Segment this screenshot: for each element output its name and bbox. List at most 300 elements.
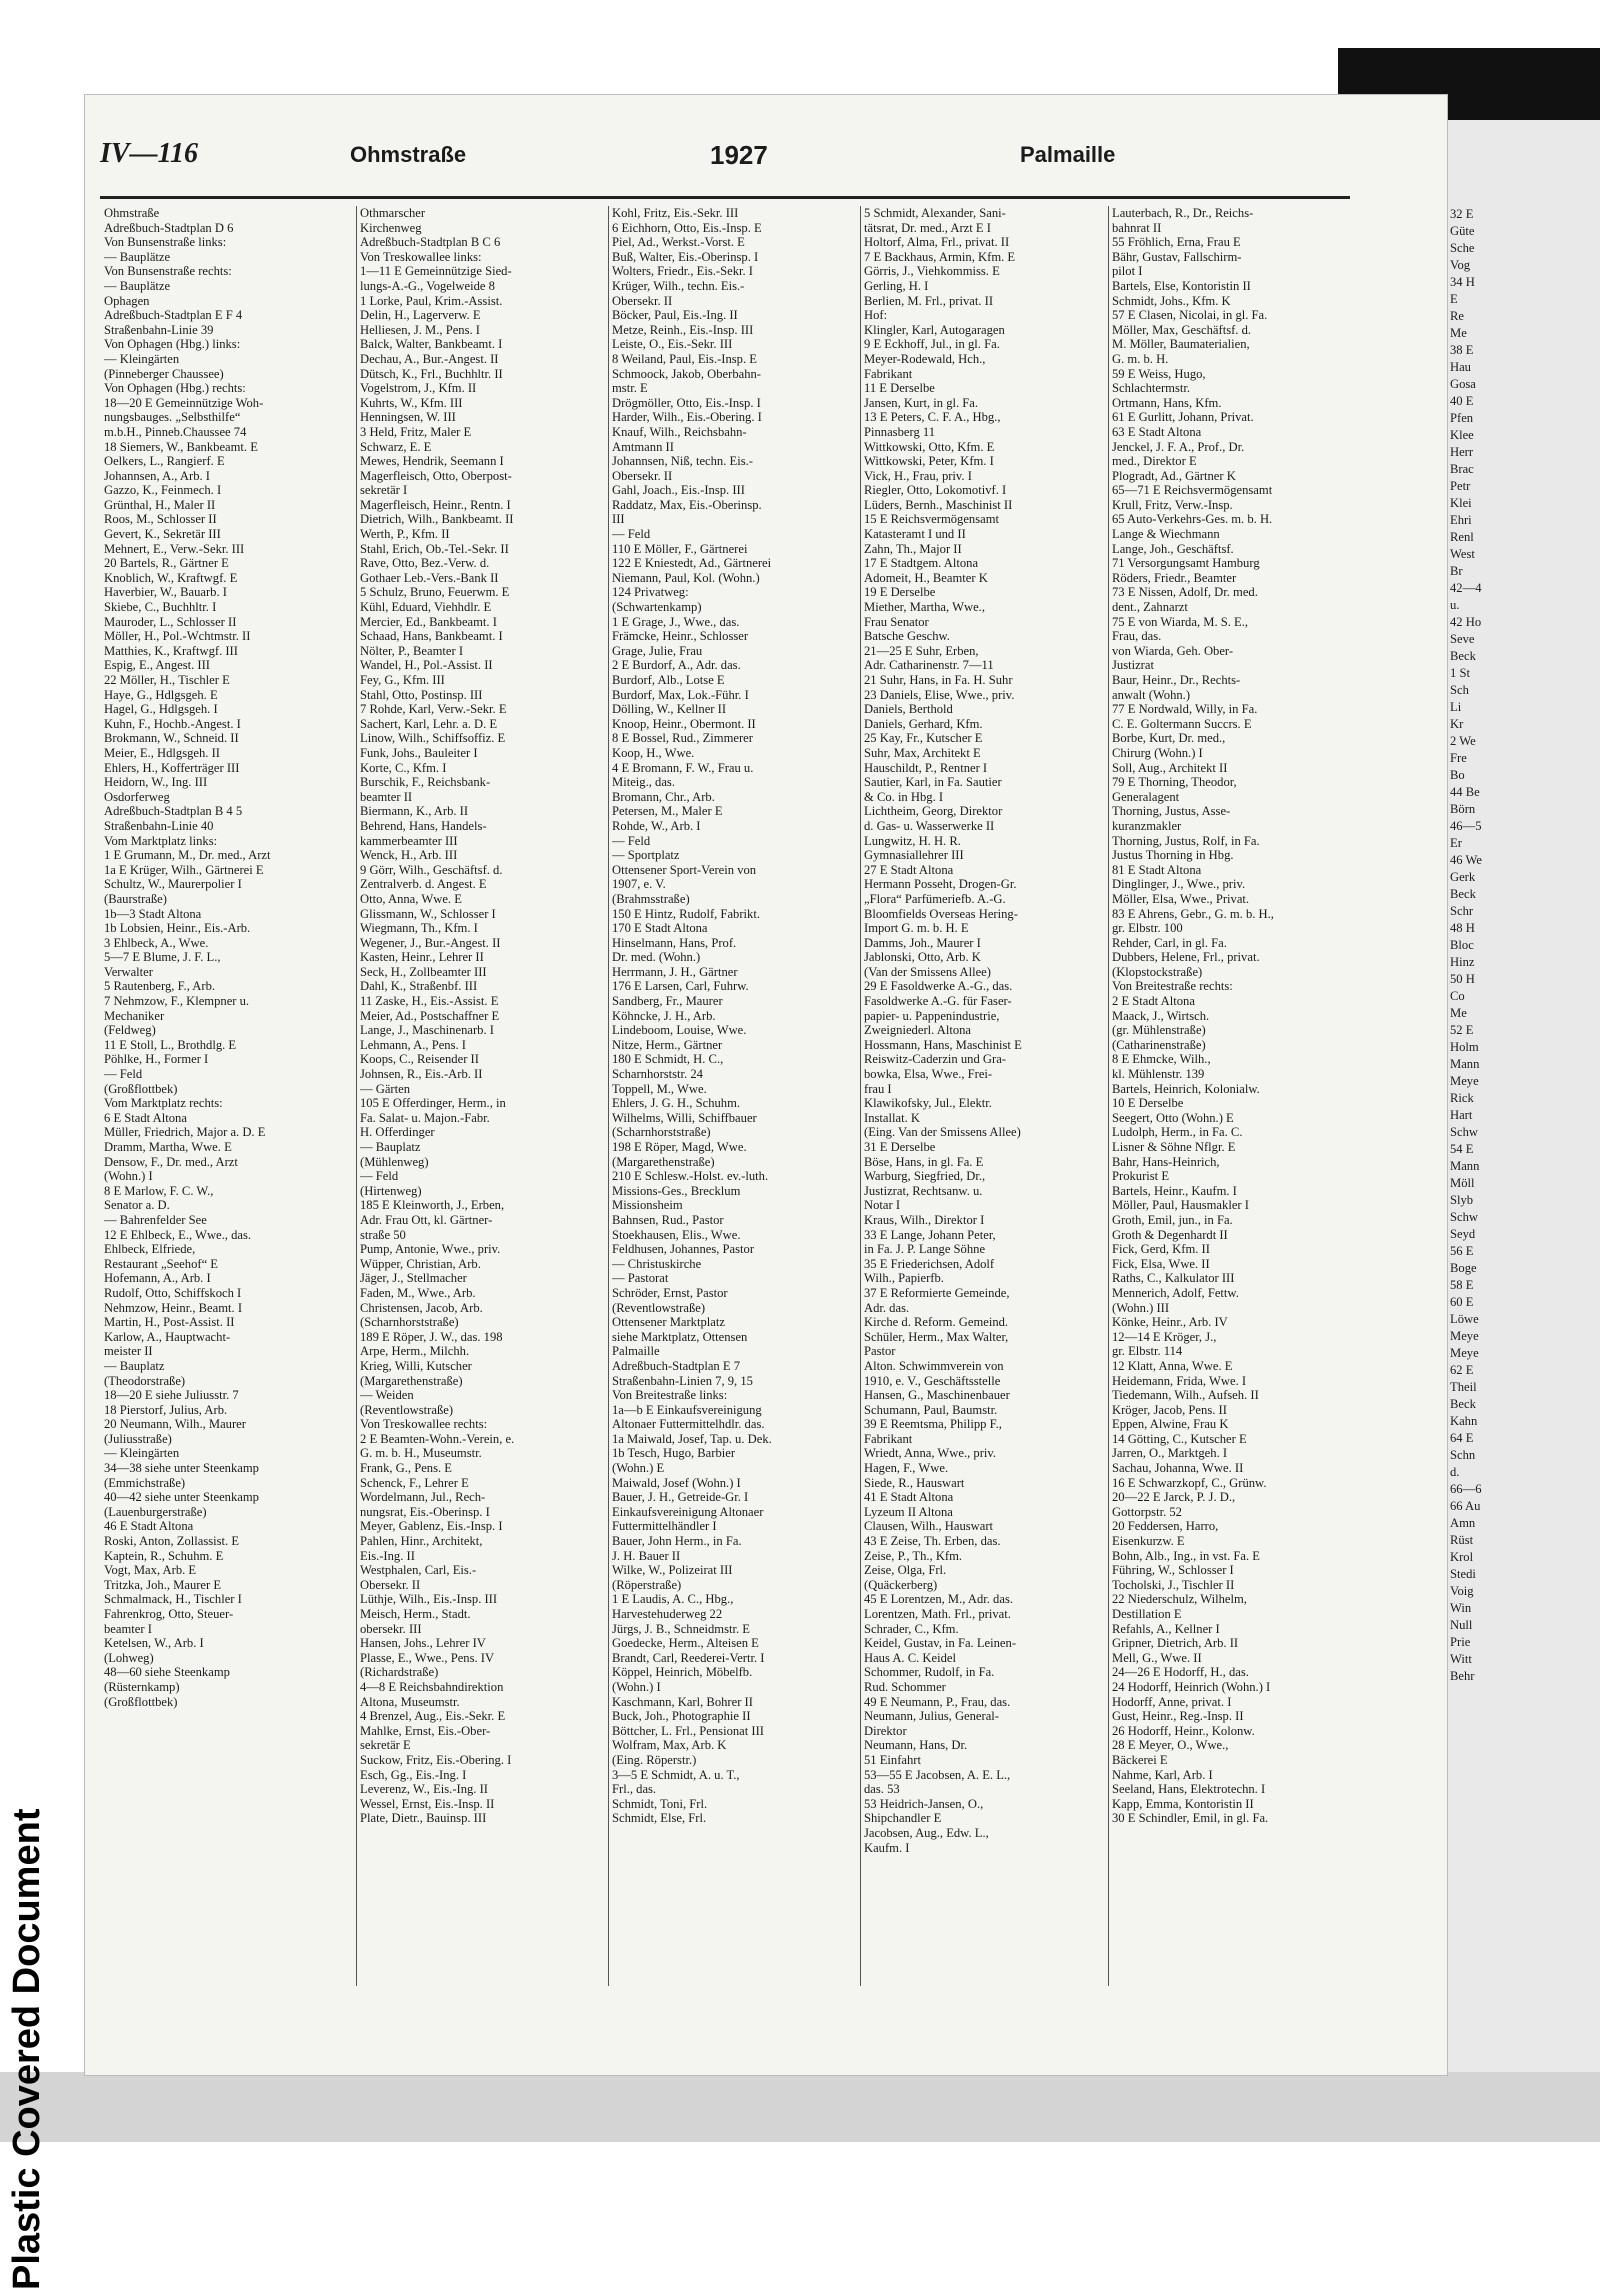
directory-line: Meyer-Rodewald, Hch., [864,351,986,366]
directory-line: Sandberg, Fr., Maurer [612,994,723,1009]
directory-line: (Mühlenweg) [360,1154,429,1169]
directory-line: Obersekr. II [360,1577,421,1592]
header-rule [100,196,1350,199]
directory-line: Seegert, Otto (Wohn.) E [1112,1110,1234,1125]
directory-line: Fahrenkrog, Otto, Steuer- [104,1607,234,1621]
directory-line: Leverenz, W., Eis.-Ing. II [360,1782,488,1797]
directory-line: (Margarethenstraße) [612,1154,715,1169]
directory-line: 20 Bartels, R., Gärtner E [104,556,229,571]
directory-line: Vick, H., Frau, priv. I [864,468,972,483]
directory-line: Wordelmann, Jul., Rech- [360,1490,486,1505]
directory-line: Hauschildt, P., Rentner I [864,760,988,775]
edge-line: 38 E [1450,343,1474,357]
edge-line: Voig [1450,1584,1474,1598]
directory-line: Koops, C., Reisender II [360,1052,479,1067]
directory-line: 5 Schulz, Bruno, Feuerwm. E [360,585,510,600]
directory-line: (Großflottbek) [104,1081,178,1096]
directory-line: Schumann, Paul, Baumstr. [864,1402,998,1417]
directory-line: Amtmann II [612,439,674,454]
edge-line: Klee [1450,428,1474,442]
edge-line: Me [1450,1006,1467,1020]
directory-line: 13 E Peters, C. F. A., Hbg., [864,410,1001,425]
directory-line: Von Treskowallee links: [360,249,482,264]
directory-line: 8 E Marlow, F. C. W., [104,1183,214,1198]
directory-line: Jenckel, J. F. A., Prof., Dr. [1112,439,1245,454]
directory-line: Stoekhausen, Elis., Wwe. [612,1227,741,1242]
edge-line: 48 H [1450,921,1475,935]
directory-line: Lange & Wiechmann [1112,527,1220,542]
directory-line: Kuhn, F., Hochb.-Angest. I [104,716,241,731]
directory-line: Mewes, Hendrik, Seemann I [360,454,504,469]
directory-line: Damms, Joh., Maurer I [864,935,981,950]
directory-line: Dölling, W., Kellner II [612,702,727,717]
directory-line: 22 Möller, H., Tischler E [104,673,230,687]
directory-line: Raths, C., Kalkulator III [1112,1271,1235,1286]
directory-line: (Wohn.) I [612,1679,661,1694]
directory-line: Schommer, Rudolf, in Fa. [864,1665,995,1680]
directory-line: Haverbier, W., Bauarb. I [104,585,227,600]
directory-line: 1a E Krüger, Wilh., Gärtnerei E [104,862,264,877]
directory-line: dent., Zahnarzt [1112,600,1188,615]
directory-line: Schüler, Herm., Max Walter, [864,1329,1009,1344]
directory-line: (Wohn.) I [104,1169,153,1184]
directory-line: Dütsch, K., Frl., Buchhltr. II [360,366,503,381]
directory-line: 6 E Stadt Altona [104,1110,187,1125]
directory-line: Adr. Frau Ott, kl. Gärtner- [360,1212,493,1227]
directory-line: 48—60 siehe Steenkamp [104,1665,230,1680]
edge-line: Br [1450,564,1463,578]
directory-line: kl. Mühlenstr. 139 [1112,1067,1205,1082]
directory-line: Nölter, P., Beamter I [360,643,464,658]
directory-line: Wittkowski, Otto, Kfm. E [864,439,995,454]
directory-line: Oelkers, L., Rangierf. E [104,454,225,469]
directory-line: 198 E Röper, Magd, Wwe. [612,1140,747,1154]
directory-line: 9 Görr, Wilh., Geschäftsf. d. [360,862,503,877]
directory-line: Lisner & Söhne Nflgr. E [1112,1140,1236,1154]
directory-line: Groth, Emil, jun., in Fa. [1112,1212,1233,1227]
edge-line: Herr [1450,445,1474,459]
directory-line: pilot I [1112,264,1143,279]
directory-line: Bartels, Else, Kontoristin II [1112,278,1251,293]
directory-line: papier- u. Pappenindustrie, [864,1008,1000,1023]
directory-line: Pastor [864,1344,896,1359]
directory-line: Hossmann, Hans, Maschinist E [864,1037,1022,1052]
directory-line: Mennerich, Adolf, Fettw. [1112,1285,1239,1300]
directory-line: Faden, M., Wwe., Arb. [360,1285,476,1300]
directory-line: Gust, Heinr., Reg.-Insp. II [1112,1709,1244,1724]
directory-line: Balck, Walter, Bankbeamt. I [360,337,503,352]
directory-line: Straßenbahn-Linie 39 [104,322,214,337]
directory-line: Lungwitz, H. H. R. [864,833,961,848]
edge-line: Schn [1450,1448,1476,1462]
edge-line: Gerk [1450,870,1476,884]
directory-line: 9 E Eckhoff, Jul., in gl. Fa. [864,337,1000,352]
directory-line: Ottensener Marktplatz [612,1315,725,1330]
directory-line: Skiebe, C., Buchhltr. I [104,600,217,615]
edge-line: Schr [1450,904,1474,918]
directory-line: Schmidt, Else, Frl. [612,1811,707,1826]
edge-line: 42—4 [1450,581,1482,595]
directory-line: Lichtheim, Georg, Direktor [864,804,1003,819]
directory-line: Missionsheim [612,1198,683,1213]
directory-line: Lüders, Bernh., Maschinist II [864,497,1013,512]
directory-line: 6 Eichhorn, Otto, Eis.-Insp. E [612,220,762,235]
directory-line: Nehmzow, Heinr., Beamt. I [104,1300,243,1315]
directory-line: 1b Tesch, Hugo, Barbier [612,1446,736,1461]
directory-line: Miether, Martha, Wwe., [864,600,985,615]
directory-line: kuranzmakler [1112,818,1182,833]
directory-line: J. H. Bauer II [612,1548,681,1563]
directory-line: 30 E Schindler, Emil, in gl. Fa. [1112,1811,1269,1826]
directory-line: Roski, Anton, Zollassist. E [104,1534,240,1549]
directory-line: Ohmstraße [104,206,160,220]
edge-line: 62 E [1450,1363,1474,1377]
directory-line: Katasteramt I und II [864,527,966,542]
directory-line: Nitze, Herm., Gärtner [612,1037,723,1052]
directory-line: Hofemann, A., Arb. I [104,1271,211,1286]
edge-line: Holm [1450,1040,1479,1054]
directory-line: Batsche Geschw. [864,629,950,644]
directory-line: Heidorn, W., Ing. III [104,775,208,790]
edge-line: Brac [1450,462,1474,476]
directory-line: Bromann, Chr., Arb. [612,789,715,804]
edge-line: Pfen [1450,411,1474,425]
directory-line: (Juliusstraße) [104,1431,172,1446]
edge-line: 58 E [1450,1278,1474,1292]
directory-line: Missions-Ges., Brecklum [612,1183,741,1198]
directory-line: Behrend, Hans, Handels- [360,818,487,833]
directory-line: 55 Fröhlich, Erna, Frau E [1112,235,1241,250]
edge-line: Slyb [1450,1193,1474,1207]
directory-line: Prokurist E [1112,1169,1170,1184]
directory-line: Bäckerei E [1112,1752,1168,1767]
directory-line: 73 E Nissen, Adolf, Dr. med. [1112,585,1258,600]
directory-line: Drögmöller, Otto, Eis.-Insp. I [612,395,761,410]
edge-line: Boge [1450,1261,1477,1275]
directory-line: Plate, Dietr., Bauinsp. III [360,1811,487,1826]
directory-line: 57 E Clasen, Nicolai, in gl. Fa. [1112,308,1268,323]
directory-line: 43 E Zeise, Th. Erben, das. [864,1534,1001,1549]
directory-line: Kapp, Emma, Kontoristin II [1112,1796,1254,1811]
directory-line: (Margarethenstraße) [360,1373,463,1388]
directory-line: Brandt, Carl, Reederei-Vertr. I [612,1650,765,1665]
directory-line: 1907, e. V. [612,877,666,892]
directory-line: 124 Privatweg: [612,585,689,600]
directory-line: Matthies, K., Kraftwgf. III [104,643,238,658]
directory-line: Bauer, John Herm., in Fa. [612,1534,742,1549]
edge-line: Theil [1450,1380,1477,1394]
directory-line: Dubbers, Helene, Frl., privat. [1112,950,1260,965]
directory-line: Esch, Gg., Eis.-Ing. I [360,1767,467,1782]
directory-line: Haus A. C. Keidel [864,1650,956,1665]
directory-line: Främcke, Heinr., Schlosser [612,629,749,644]
directory-line: Wessel, Ernst, Eis.-Insp. II [360,1796,495,1811]
edge-line: Er [1450,836,1462,850]
directory-line: Gothaer Leb.-Vers.-Bank II [360,570,499,585]
directory-line: 3 Ehlbeck, A., Wwe. [104,935,209,950]
directory-line: Kirche d. Reform. Gemeind. [864,1315,1009,1330]
directory-line: Wenck, H., Arb. III [360,848,458,863]
edge-line: 56 E [1450,1244,1474,1258]
directory-line: Hansen, G., Maschinenbauer [864,1388,1010,1403]
edge-line: Ehri [1450,513,1472,527]
edge-line: Renl [1450,530,1474,544]
directory-line: Wegener, J., Bur.-Angest. II [360,935,501,950]
directory-line: Gevert, K., Sekretär III [104,527,221,542]
directory-line: Werth, P., Kfm. II [360,527,450,542]
edge-line: Börn [1450,802,1476,816]
directory-line: 210 E Schlesw.-Holst. ev.-luth. [612,1169,769,1184]
directory-column-1 [104,206,340,1986]
directory-line: Könke, Heinr., Arb. IV [1112,1315,1228,1330]
directory-line: 18—20 E Gemeinnützige Woh- [104,395,264,410]
directory-line: Jürgs, J. B., Schneidmstr. E [612,1621,750,1636]
header-year: 1927 [710,140,768,170]
directory-line: Vogt, Max, Arb. E [104,1563,197,1578]
directory-line: — Feld [612,833,651,848]
directory-line: Thorning, Justus, Rolf, in Fa. [1112,833,1260,848]
directory-line: 81 E Stadt Altona [1112,862,1202,877]
directory-line: Lange, J., Maschinenarb. I [360,1023,494,1038]
edge-line: Sche [1450,241,1475,255]
directory-line: (Emmichstraße) [104,1475,186,1490]
directory-line: Dietrich, Wilh., Bankbeamt. II [360,512,514,527]
edge-line: Hart [1450,1108,1473,1122]
directory-line: Von Breitestraße rechts: [1112,979,1233,994]
directory-line: Stahl, Otto, Postinsp. III [360,687,483,702]
directory-line: Ehlers, H., Kofferträger III [104,760,240,775]
directory-line: Neumann, Julius, General- [864,1709,999,1724]
directory-line: 61 E Gurlitt, Johann, Privat. [1112,410,1254,425]
directory-line: 12 Klatt, Anna, Wwe. E [1112,1358,1233,1373]
directory-line: Chirurg (Wohn.) I [1112,745,1203,760]
directory-line: in Fa. J. P. Lange Söhne [864,1242,986,1257]
directory-line: straße 50 [360,1227,406,1242]
edge-line: Re [1450,309,1464,323]
directory-line: Vom Marktplatz rechts: [104,1096,223,1111]
directory-line: Führing, W., Schlosser I [1112,1563,1234,1578]
directory-column-2 [360,206,596,1986]
edge-line: Sch [1450,683,1469,697]
directory-line: mstr. E [612,381,648,396]
directory-line: (Schwartenkamp) [612,600,702,615]
directory-line: Siede, R., Hauswart [864,1475,965,1490]
directory-line: Dechau, A., Bur.-Angest. II [360,351,499,366]
directory-line: Feldhusen, Johannes, Pastor [612,1242,755,1257]
directory-line: Fick, Elsa, Wwe. II [1112,1256,1210,1271]
directory-line: Fasoldwerke A.-G. für Faser- [864,994,1012,1009]
directory-line: Hof: [864,308,888,323]
directory-line: Möller, Paul, Hausmakler I [1112,1198,1249,1213]
directory-line: H. Offerdinger [360,1125,435,1140]
directory-line: 15 E Reichsvermögensamt [864,512,1000,527]
directory-line: Hagel, G., Hdlgsgeh. I [104,702,218,717]
directory-line: Rud. Schommer [864,1679,946,1694]
directory-line: Dahl, K., Straßenbf. III [360,979,478,994]
directory-line: Bartels, Heinrich, Kolonialw. [1112,1081,1260,1096]
directory-line: 20 Feddersen, Harro, [1112,1519,1219,1534]
directory-line: Zeise, P., Th., Kfm. [864,1548,963,1563]
directory-line: Adreßbuch-Stadtplan E 7 [612,1358,741,1373]
directory-line: 18—20 E siehe Juliusstr. 7 [104,1388,239,1403]
edge-line: Meye [1450,1329,1479,1343]
edge-line: Beck [1450,887,1476,901]
directory-line: Arpe, Herm., Milchh. [360,1344,470,1359]
edge-line: Rick [1450,1091,1474,1105]
directory-line: Thorning, Justus, Asse- [1112,804,1231,819]
directory-line: Destillation E [1112,1607,1182,1621]
directory-line: 41 E Stadt Altona [864,1490,954,1505]
directory-line: Ehlbeck, Elfriede, [104,1242,196,1257]
directory-line: Wilhelms, Willi, Schiffbauer [612,1110,757,1125]
edge-line: 34 H [1450,275,1475,289]
directory-line: Buß, Walter, Eis.-Oberinsp. I [612,249,759,264]
edge-line: 50 H [1450,972,1475,986]
directory-line: Wriedt, Anna, Wwe., priv. [864,1446,997,1461]
directory-line: Mell, G., Wwe. II [1112,1650,1202,1665]
directory-line: Altonaer Futtermittelhdlr. das. [612,1417,765,1432]
directory-line: — Pastorat [612,1271,669,1286]
edge-line: Li [1450,700,1462,714]
directory-line: 12—14 E Kröger, J., [1112,1329,1217,1344]
directory-line: Meier, E., Hdlgsgeh. II [104,745,220,760]
directory-line: 1 Lorke, Paul, Krim.-Assist. [360,293,503,308]
directory-line: Gottorpstr. 52 [1112,1504,1182,1519]
directory-line: Pump, Antonie, Wwe., priv. [360,1242,501,1257]
directory-line: & Co. in Hbg. I [864,789,944,804]
directory-line: 63 E Stadt Altona [1112,424,1202,439]
directory-line: G. m. b. H., Museumstr. [360,1446,482,1461]
directory-column-4 [864,206,1100,1986]
directory-line: Biermann, K., Arb. II [360,804,469,819]
directory-line: 10 E Derselbe [1112,1096,1184,1111]
directory-line: 11 E Stoll, L., Brothdlg. E [104,1037,237,1052]
directory-line: das. 53 [864,1782,900,1797]
directory-line: 2 E Burdorf, A., Adr. das. [612,658,741,673]
edge-line: 66 Au [1450,1499,1481,1513]
directory-line: Pinnasberg 11 [864,424,936,439]
directory-line: von Wiarda, Geh. Ober- [1112,643,1234,658]
directory-line: Zentralverb. d. Angest. E [360,877,487,892]
directory-line: Jarren, O., Marktgeh. I [1112,1446,1228,1461]
edge-line: Möll [1450,1176,1475,1190]
directory-line: Von Bunsenstraße rechts: [104,264,232,279]
directory-line: Knoop, Heinr., Obermont. II [612,716,756,731]
directory-line: 3—5 E Schmidt, A. u. T., [612,1767,740,1782]
directory-line: (Lauenburgerstraße) [104,1504,207,1519]
directory-line: Tritzka, Joh., Maurer E [104,1577,222,1592]
directory-line: (Großflottbek) [104,1694,178,1709]
page-number: IV—116 [100,138,199,169]
directory-line: (Reventlowstraße) [612,1300,706,1315]
directory-line: Refahls, A., Kellner I [1112,1621,1220,1636]
edge-line: Güte [1450,224,1475,238]
page-header [100,138,1440,182]
directory-line: G. m. b. H. [1112,351,1169,366]
directory-line: Alton. Schwimmverein von [864,1358,1004,1373]
directory-line: Schultz, W., Maurerpolier I [104,877,242,892]
directory-line: Köhncke, J. H., Arb. [612,1008,716,1023]
directory-line: Ortmann, Hans, Kfm. [1112,395,1222,410]
directory-line: Fey, G., Kfm. III [360,673,445,687]
directory-line: Installat. K [864,1110,920,1125]
directory-line: (Wohn.) III [1112,1300,1170,1315]
directory-line: Mechaniker [104,1008,165,1023]
edge-line: 64 E [1450,1431,1474,1445]
directory-line: (Brahmsstraße) [612,891,690,906]
directory-line: Import G. m. b. H. E [864,921,969,936]
directory-line: Knoblich, W., Kraftwgf. E [104,570,238,585]
directory-line: — Feld [104,1067,143,1082]
edge-line: 44 Be [1450,785,1480,799]
directory-line: Senator a. D. [104,1198,170,1213]
directory-line: Tiedemann, Wilh., Aufseh. II [1112,1388,1259,1403]
directory-line: 2 E Stadt Altona [1112,994,1195,1009]
directory-line: 19 E Derselbe [864,585,936,600]
directory-line: III [612,512,625,527]
directory-line: Von Breitestraße links: [612,1388,728,1403]
directory-line: Maiwald, Josef (Wohn.) I [612,1475,741,1490]
header-first-street: Ohmstraße [350,142,467,167]
directory-line: Buck, Joh., Photographie II [612,1709,751,1724]
directory-line: Osdorferweg [104,789,170,804]
directory-line: frau I [864,1081,892,1096]
directory-line: meister II [104,1344,153,1359]
directory-line: Schenck, F., Lehrer E [360,1475,469,1490]
directory-line: (Reventlowstraße) [360,1402,454,1417]
directory-line: Von Bunsenstraße links: [104,235,227,250]
directory-line: (Scharnhorststraße) [360,1315,459,1330]
directory-line: Stahl, Erich, Ob.-Tel.-Sekr. II [360,541,509,556]
directory-line: — Gärten [360,1081,411,1096]
directory-line: Piel, Ad., Werkst.-Vorst. E [612,235,745,250]
directory-line: Straßenbahn-Linien 7, 9, 15 [612,1373,753,1388]
directory-line: — Bauplatz [360,1140,421,1154]
directory-line: Kuhrts, W., Kfm. III [360,395,463,410]
directory-line: Westphalen, Carl, Eis.- [360,1563,477,1578]
directory-line: Leiste, O., Eis.-Sekr. III [612,337,733,352]
directory-line: 1b Lobsien, Heinr., Eis.-Arb. [104,921,251,936]
directory-line: — Christuskirche [612,1256,702,1271]
directory-line: Frau Senator [864,614,929,629]
directory-line: Wilke, W., Polizeirat III [612,1563,733,1578]
edge-line: Co [1450,989,1465,1003]
directory-line: Ottensener Sport-Verein von [612,862,757,877]
directory-line: 23 Daniels, Elise, Wwe., priv. [864,687,1015,702]
directory-line: Kraus, Wilh., Direktor I [864,1212,985,1227]
directory-line: 79 E Thorning, Theodor, [1112,775,1237,790]
directory-line: Meier, Ad., Postschaffner E [360,1008,500,1023]
directory-line: 40—42 siehe unter Steenkamp [104,1490,259,1505]
directory-line: Mercier, Ed., Bankbeamt. I [360,614,497,629]
directory-line: 11 E Derselbe [864,381,935,396]
directory-line: 18 Siemers, W., Bankbeamt. E [104,439,258,454]
directory-line: Frau, das. [1112,629,1162,644]
directory-line: nungsrat, Eis.-Oberinsp. I [360,1504,490,1519]
directory-line: Pöhlke, H., Former I [104,1052,209,1067]
side-label [6,1790,66,2290]
directory-line: 11 Zaske, H., Eis.-Assist. E [360,994,499,1009]
directory-line: gr. Elbstr. 100 [1112,921,1183,936]
directory-line: Ophagen [104,293,150,308]
directory-line: Generalagent [1112,789,1180,804]
directory-line: Klingler, Karl, Autogaragen [864,322,1005,337]
directory-line: Verwalter [104,964,153,979]
directory-line: 1a—b E Einkaufsvereinigung [612,1402,762,1417]
edge-line: Schw [1450,1210,1478,1224]
directory-line: Jansen, Kurt, in gl. Fa. [864,395,979,410]
directory-line: Kaschmann, Karl, Bohrer II [612,1694,753,1709]
